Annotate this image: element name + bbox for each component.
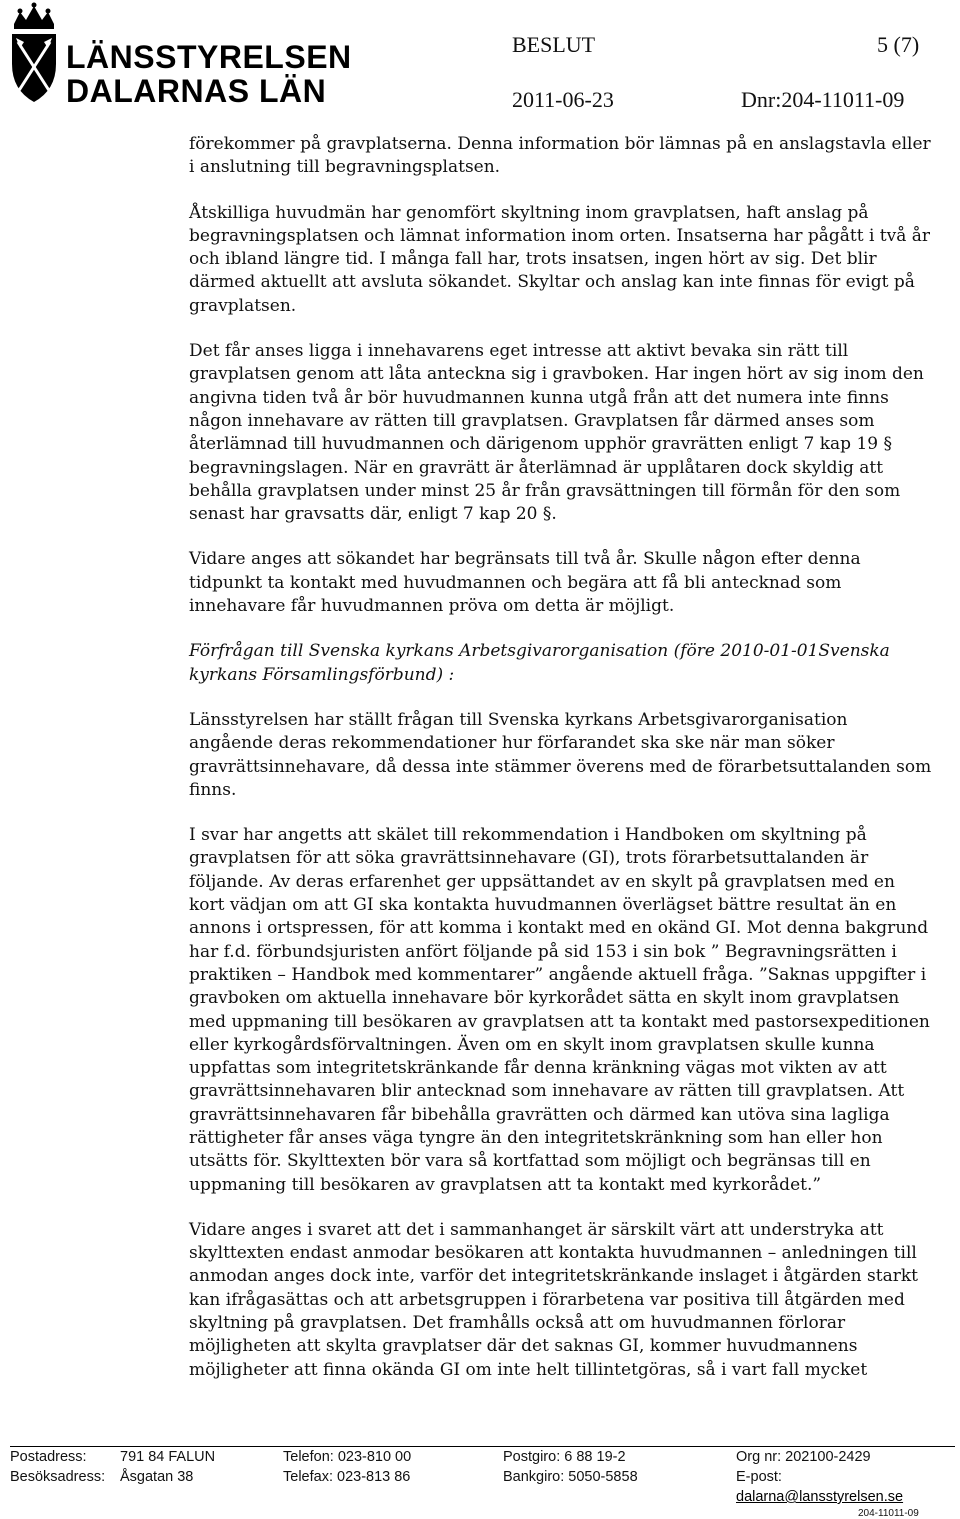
footer xyxy=(10,1446,955,1507)
org-nr: Org nr: 202100-2429 xyxy=(736,1449,871,1465)
document-type: BESLUT xyxy=(512,32,596,57)
besoksadress-value: Åsgatan 38 xyxy=(120,1469,194,1485)
postadress-value: 791 84 FALUN xyxy=(120,1449,216,1465)
postgiro: Postgiro: 6 88 19-2 xyxy=(503,1449,626,1465)
paragraph: Vidare anges att sökandet har begränsats till två år. Skulle någon efter denna tidpunkt ta kontakt med huvudmannen och begära att få bli antecknad som innehavare får huvudmannen pröva om detta är möjligt. xyxy=(189,549,861,617)
section-heading: Förfrågan till Svenska kyrkans Arbetsgivarorganisation (före 2010-01-01Svenska kyrkans Församlingsförbund) : xyxy=(189,641,890,685)
paragraph: Vidare anges i svaret att det i sammanhanget är särskilt värt att understryka att skylttexten endast anmodar besökaren att kontakta huvudmannen – anledningen till anmodan anges dock inte, varför det integritetskränkande inslaget i åtgärden starkt kan ifrågasättas och att arbetsgruppen i förarbetena var positiva till åtgärden med skyltning på gravplatsen. Det framhålls också att om huvudmannen förlorar möjligheten att skylta gravplatser där det saknas GI, kommer huvudmannens möjligheter att finna okända GI om inte helt tillintetgöras, så i vart fall mycket xyxy=(189,1219,918,1380)
logo xyxy=(4,2,352,110)
paragraph: Det får anses ligga i innehavarens eget intresse att aktivt bevaka sin rätt till gravplatsen genom att låta anteckna sig i gravboken. Har ingen hört av sig inom den angivna tiden två år bör huvudmannen kunna utgå från att det numera inte finns någon innehavare av rätten till gravplatsen. Gravplatsen får därmed anses som återlämnad till huvudmannen och därigenom upphör gravrätten enligt 7 kap 19 § begravningslagen. När en gravrätt är återlämnad är upplåtaren dock skyldig att behålla gravplatsen under minst 25 år från gravsättningen till förmån för den som senast har gravsatts där, enligt 7 kap 20 §. xyxy=(189,341,924,525)
paragraph: Åtskilliga huvudmän har genomfört skyltning inom gravplatsen, haft anslag på begravningsplatsen och lämnat information inom orten. Insatserna har pågått i två år och ibland längre tid. I många fall har, trots insatsen, ingen hört av sig. Det blir därmed aktuellt att avsluta sökandet. Skyltar och anslag kan inte finnas för evigt på gravplatsen. xyxy=(189,202,931,316)
footer-reference: 204-11011-09 xyxy=(858,1508,919,1519)
page-number: 5 (7) xyxy=(877,32,920,57)
telefax: Telefax: 023-813 86 xyxy=(283,1469,411,1485)
besoksadress-label: Besöksadress: xyxy=(10,1469,106,1485)
org-name-line1: LÄNSSTYRELSEN xyxy=(66,39,352,75)
document-date: 2011-06-23 xyxy=(512,87,614,112)
paragraph: I svar har angetts att skälet till rekommendation i Handboken om skyltning på gravplatsen för att söka gravrättsinnehavare (GI), trots förarbetsuttalanden är följande. Av deras erfarenhet ger uppsättandet av en skylt på gravplatsen med en kort vädjan om att GI ska kontakta huvudmannen överlägset bättre resultat än en annons i ortspressen, för att komma i kontakt med en okänd GI. Mot denna bakgrund har f.d. förbundsjuristen anfört följande på sid 153 i sin bok ” Begravningsrätten i praktiken – Handbok med kommentarer” angående aktuell fråga. ”Saknas uppgifter i gravboken om aktuella innehavare bör kyrkorådet sätta en skylt inom gravplatsen med uppmaning till besökaren av gravplatsen att ta kontakt med pastorsexpeditionen eller kyrkogårdsförvaltningen. Även om en skylt inom gravplatsen skulle kunna uppfattas som integritetskränkande får denna kränkning vägas mot vikten av att gravrättsinnehavaren blir antecknad som innehavare av rätten till gravplatsen. Att gravrättsinnehavaren får bibehålla gravrätten och därmed kan utöva sina lagliga rättigheter får anses väga tyngre än den integritetskränkning som han eller hon utsätts för. Skylttexten bör vara så kortfattad som möjligt och begränsas till en uppmaning till besökaren av gravplatsen att ta kontakt med kyrkorådet.” xyxy=(189,825,930,1195)
paragraph: Länsstyrelsen har ställt frågan till Svenska kyrkans Arbetsgivarorganisation angående deras rekommendationer hur förfarandet ska ske när man söker gravrättsinnehavare, då dessa inte stämmer överens med de förarbetsuttalanden som finns. xyxy=(189,709,932,800)
paragraph: förekommer på gravplatserna. Denna information bör lämnas på en anslagstavla eller i anslutning till begravningsplatsen. xyxy=(189,134,931,178)
org-name xyxy=(66,40,352,108)
telefon: Telefon: 023-810 00 xyxy=(283,1449,412,1465)
document-body xyxy=(189,133,934,1404)
crown-emblem-icon xyxy=(4,2,64,110)
epost-label: E-post: xyxy=(736,1469,782,1485)
org-name-line2: DALARNAS LÄN xyxy=(66,73,327,109)
postadress-label: Postadress: xyxy=(10,1449,87,1465)
email-link[interactable]: dalarna@lansstyrelsen.se xyxy=(736,1489,904,1505)
diarienummer: Dnr:204-11011-09 xyxy=(741,87,905,112)
bankgiro: Bankgiro: 5050-5858 xyxy=(503,1469,638,1485)
